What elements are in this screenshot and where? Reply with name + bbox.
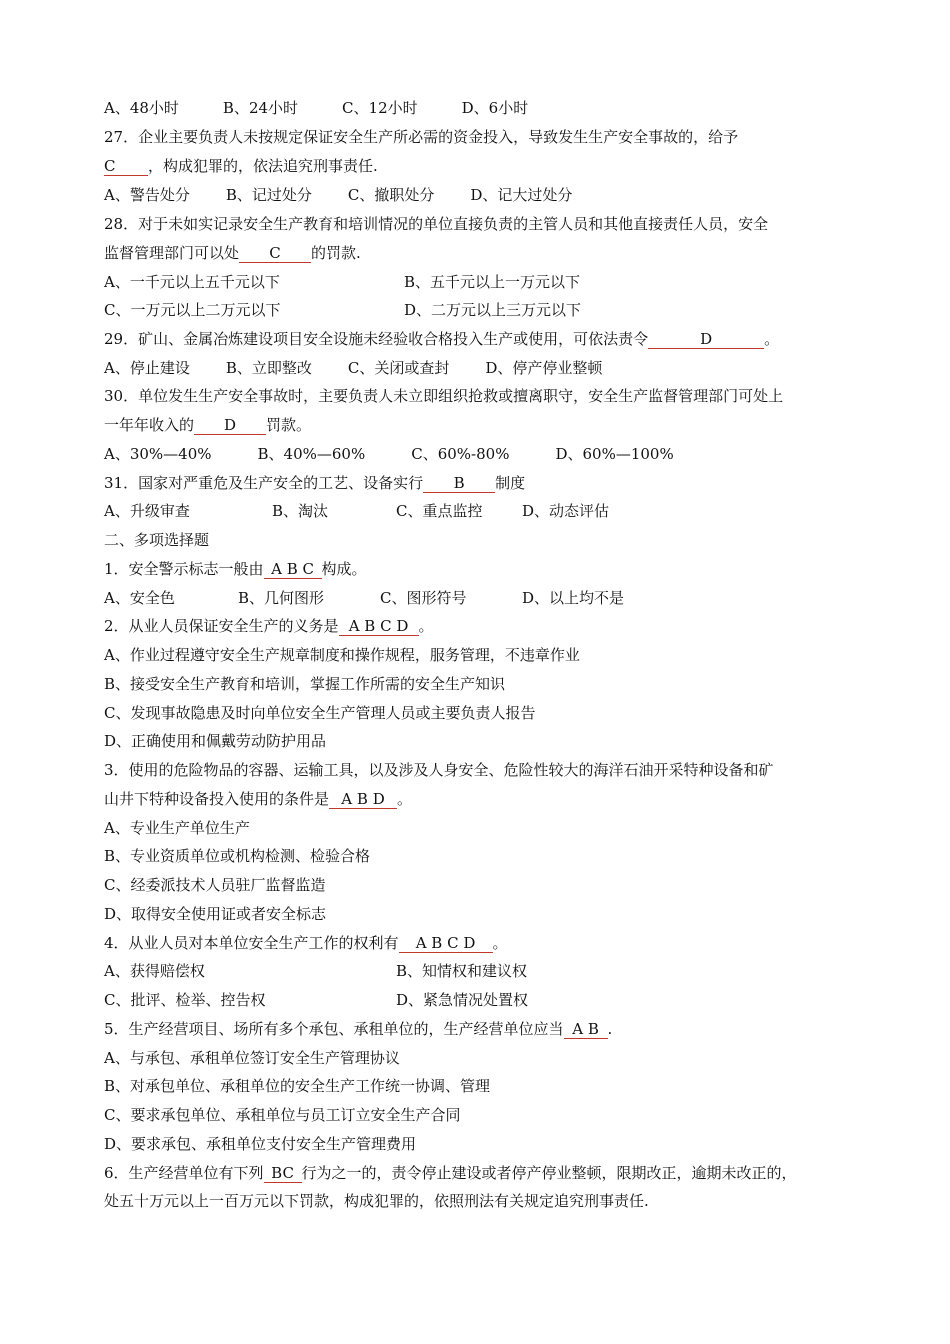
mquestion-5-text: 5．生产经营项目、场所有多个承包、承租单位的，生产经营单位应当	[104, 1020, 564, 1038]
options-28-ab	[104, 272, 852, 292]
option-d: D、停产停业整顿	[485, 359, 603, 377]
option-d: D、60%—100%	[555, 445, 674, 463]
answer-28: C	[239, 245, 311, 263]
option-d: D、记大过处分	[470, 186, 573, 204]
option-b: B、淘汰	[272, 502, 329, 520]
question-29-text: 29．矿山、金属冶炼建设项目安全设施未经验收合格投入生产或使用，可依法责令	[104, 330, 649, 348]
option-c: C、重点监控	[396, 502, 483, 520]
answer-m6: BC	[264, 1165, 302, 1183]
option-m5-b: B、对承包单位、承租单位的安全生产工作统一协调、管理	[104, 1077, 491, 1095]
option-c: C、撤职处分	[347, 186, 435, 204]
option-a: A、警告处分	[104, 186, 190, 204]
section-heading: 二、多项选择题	[104, 531, 210, 549]
option-c: C、12小时	[342, 99, 418, 117]
answer-m3: A B D	[329, 791, 397, 809]
option-m3-a: A、专业生产单位生产	[104, 819, 250, 837]
option-m3-d: D、取得安全使用证或者安全标志	[104, 905, 327, 923]
mquestion-3-text: 山井下特种设备投入使用的条件是	[104, 790, 330, 808]
answer-31: B	[423, 475, 495, 493]
mquestion-6-cont: 处五十万元以上一百万元以下罚款，构成犯罪的，依照刑法有关规定追究刑事责任.	[104, 1192, 649, 1210]
option-a: A、升级审查	[104, 502, 190, 520]
option-m3-b: B、专业资质单位或机构检测、检验合格	[104, 847, 371, 865]
answer-m1: A B C	[264, 561, 322, 579]
mquestion-2	[104, 616, 852, 636]
question-27: 27．企业主要负责人未按规定保证安全生产所必需的资金投入，导致发生生产安全事故的，给予	[104, 128, 739, 146]
mquestion-1-text: 1．安全警示标志一般由	[104, 560, 264, 578]
option-m5-a: A、与承包、承租单位签订安全生产管理协议	[104, 1049, 400, 1067]
question-30-cont	[104, 415, 852, 435]
option-d: D、紧急情况处置权	[396, 991, 529, 1009]
option-c: C、图形符号	[380, 589, 467, 607]
option-b: B、记过处分	[225, 186, 312, 204]
option-d: D、二万元以上三万元以下	[404, 301, 582, 319]
option-b: B、立即整改	[225, 359, 312, 377]
question-30-tail: 罚款。	[266, 416, 312, 434]
mquestion-3-cont	[104, 789, 852, 809]
option-b: B、40%—60%	[257, 445, 366, 463]
option-b: B、24小时	[222, 99, 299, 117]
question-30: 30．单位发生生产安全事故时，主要负责人未立即组织抢救或擅离职守，安全生产监督管理部门可处上	[104, 387, 784, 405]
option-c: C、60%-80%	[411, 445, 510, 463]
question-31-text: 31．国家对严重危及生产安全的工艺、设备实行	[104, 474, 424, 492]
mquestion-5-tail: .	[607, 1020, 613, 1038]
answer-29: D	[648, 331, 764, 349]
answer-m2: A B C D	[339, 618, 419, 636]
answer-27: C	[104, 158, 148, 176]
mquestion-3: 3．使用的危险物品的容器、运输工具，以及涉及人身安全、危险性较大的海洋石油开采特种设备和矿	[104, 761, 774, 779]
mquestion-1-tail: 构成。	[321, 560, 367, 578]
question-31	[104, 473, 852, 493]
option-a: A、获得赔偿权	[104, 962, 205, 980]
option-a: A、安全色	[104, 589, 175, 607]
option-b: B、几何图形	[238, 589, 325, 607]
option-m2-b: B、接受安全生产教育和培训，掌握工作所需的安全生产知识	[104, 675, 506, 693]
option-a: A、一千元以上五千元以下	[104, 273, 280, 291]
question-28-text: 监督管理部门可以处	[104, 244, 240, 262]
option-b: B、五千元以上一万元以下	[404, 273, 581, 291]
question-29-tail: 。	[764, 330, 780, 348]
option-m5-c: C、要求承包单位、承租单位与员工订立安全生产合同	[104, 1106, 461, 1124]
question-28-tail: 的罚款.	[311, 244, 361, 262]
question-29	[104, 329, 852, 349]
option-d: D、6小时	[461, 99, 529, 117]
option-m2-a: A、作业过程遵守安全生产规章制度和操作规程，服务管理，不违章作业	[104, 646, 580, 664]
mquestion-2-tail: 。	[418, 617, 434, 635]
mquestion-5	[104, 1019, 852, 1039]
options-29	[104, 358, 852, 378]
answer-30: D	[194, 417, 266, 435]
option-m2-c: C、发现事故隐患及时向单位安全生产管理人员或主要负责人报告	[104, 704, 536, 722]
option-b: B、知情权和建议权	[396, 962, 528, 980]
options-q26	[104, 98, 852, 118]
options-m4-cd	[104, 990, 852, 1010]
option-c: C、一万元以上二万元以下	[104, 301, 281, 319]
mquestion-6	[104, 1163, 852, 1183]
mquestion-6-tail: 行为之一的，责令停止建设或者停产停业整顿，限期改正，逾期未改正的，	[301, 1164, 797, 1182]
option-a: A、48小时	[104, 99, 179, 117]
mquestion-2-text: 2．从业人员保证安全生产的义务是	[104, 617, 339, 635]
question-27-tail: ，构成犯罪的，依法追究刑事责任.	[148, 157, 378, 175]
mquestion-1	[104, 559, 852, 579]
question-27-cont	[104, 156, 852, 176]
options-m4-ab	[104, 961, 852, 981]
question-28-cont	[104, 243, 852, 263]
options-m1	[104, 588, 852, 608]
option-d: D、以上均不是	[522, 589, 625, 607]
mquestion-6-text: 6．生产经营单位有下列	[104, 1164, 264, 1182]
mquestion-4-tail: 。	[492, 934, 508, 952]
mquestion-4-text: 4．从业人员对本单位安全生产工作的权利有	[104, 934, 399, 952]
mquestion-3-tail: 。	[397, 790, 413, 808]
option-d: D、动态评估	[522, 502, 610, 520]
option-a: A、30%—40%	[104, 445, 212, 463]
option-m5-d: D、要求承包、承租单位支付安全生产管理费用	[104, 1135, 417, 1153]
option-m2-d: D、正确使用和佩戴劳动防护用品	[104, 732, 327, 750]
question-30-text: 一年年收入的	[104, 416, 195, 434]
question-31-tail: 制度	[495, 474, 526, 492]
options-30	[104, 444, 852, 464]
question-28: 28．对于未如实记录安全生产教育和培训情况的单位直接负责的主管人员和其他直接责任人员，安全	[104, 215, 769, 233]
option-c: C、批评、检举、控告权	[104, 991, 266, 1009]
options-27	[104, 185, 852, 205]
answer-m4: A B C D	[399, 935, 493, 953]
answer-m5: A B	[564, 1021, 608, 1039]
mquestion-4	[104, 933, 852, 953]
option-a: A、停止建设	[104, 359, 190, 377]
option-c: C、关闭或查封	[347, 359, 450, 377]
options-28-cd	[104, 300, 852, 320]
option-m3-c: C、经委派技术人员驻厂监督监造	[104, 876, 326, 894]
options-31	[104, 501, 852, 521]
